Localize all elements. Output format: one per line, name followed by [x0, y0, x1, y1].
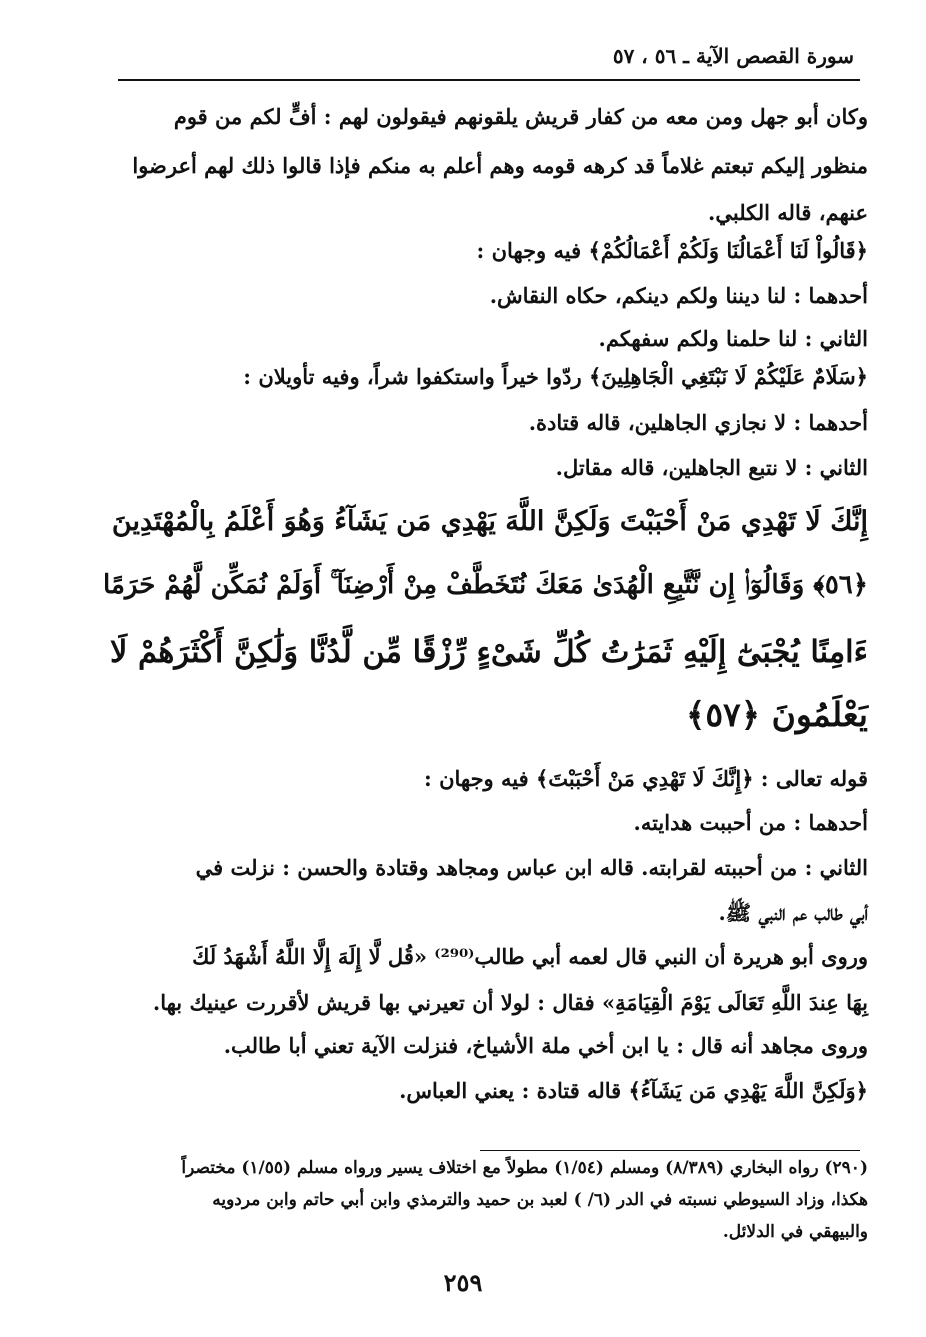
text-line: الثاني : لنا حلمنا ولكم سفهكم. [598, 326, 868, 351]
text-line: وكان أبو جهل ومن معه من كفار قريش يلقونهم فيقولون لهم : أفٍّ لكم من قوم [173, 104, 868, 129]
text-line: وروى مجاهد أنه قال : يا ابن أخي ملة الأشياخ، فنزلت الآية تعني أبا طالب. [223, 1033, 868, 1058]
text-line: أحدهما : من أحببت هدايته. [633, 810, 868, 835]
verse-line: يَعْلَمُونَ ﴿٥٧﴾ [685, 695, 868, 734]
footnote-line: (٢٩٠) رواه البخاري (٨/٣٨٩) ومسلم (١/٥٤) مطولاً مع اختلاف يسير ورواه مسلم (١/٥٥) مختصراً [181, 1158, 868, 1178]
text-line: بِهَا عِندَ اللَّهِ تَعَالَى يَوْمَ الْقِيَامَةِ» فقال : لولا أن تعيرني بها قريش لأقررت عينيك بها. [152, 990, 868, 1015]
footnote-rule [480, 1150, 860, 1151]
quran-quote-line: ﴿قَالُواْ لَنَا أَعْمَالُنَا وَلَكُمْ أَعْمَالُكُمْ﴾ فيه وجهان : [476, 238, 868, 263]
text-line: وروى أبو هريرة أن النبي قال لعمه أبي طالب⁽²⁹⁰⁾ «قُل لَّا إِلَهَ إِلَّا اللَّهُ أَشْهَدُ لَكَ [192, 944, 868, 969]
text-line: الثاني : من أحببته لقرابته. قاله ابن عباس ومجاهد وقتادة والحسن : نزلت في [195, 855, 868, 880]
page-number: ٢٥٩ [443, 1268, 483, 1297]
running-head: سورة القصص الآية ـ ٥٦ ، ٥٧ [612, 44, 854, 68]
verse-line: إِنَّكَ لَا تَهْدِي مَنْ أَحْبَبْتَ وَلَكِنَّ اللَّهَ يَهْدِي مَن يَشَآءُ وَهُوَ أَعْلَمُ بِالْمُهْتَدِينَ [111, 506, 868, 537]
text-line: أحدهما : لا نجازي الجاهلين، قاله قتادة. [528, 410, 868, 435]
footnote-line: هكذا، وزاد السيوطي نسبته في الدر (٦/ ) لعبد بن حميد والترمذي وابن أبي حاتم وابن مردويه [212, 1190, 868, 1210]
quran-quote-line: ﴿سَلَامٌ عَلَيْكُمْ لَا نَبْتَغِي الْجَاهِلِينَ﴾ ردّوا خيراً واستكفوا شراً، وفيه تأويلان : [243, 364, 868, 389]
quran-quote-line: ﴿وَلَكِنَّ اللَّهَ يَهْدِي مَن يَشَآءُ﴾ قاله قتادة : يعني العباس. [399, 1078, 868, 1103]
verse-line: ﴿٥٦﴾ وَقَالُوٓا۟ إِن نَّتَّبِعِ الْهُدَىٰ مَعَكَ نُتَخَطَّفْ مِنْ أَرْضِنَآ ۚ أَوَلَمْ نُمَكِّن لَّهُمْ حَرَمًا [103, 570, 868, 600]
header-rule [118, 79, 860, 81]
text-line: منظور إليكم تبعتم غلاماً قد كرهه قومه وهم أعلم به منكم فإذا قالوا ذلك لهم أعرضوا [132, 153, 868, 178]
text-line: أحدهما : لنا ديننا ولكم دينكم، حكاه النقاش. [489, 283, 868, 308]
text-line: عنهم، قاله الكلبي. [708, 200, 868, 225]
text-line: قوله تعالى : ﴿إِنَّكَ لَا تَهْدِي مَنْ أَحْبَبْتَ﴾ فيه وجهان : [424, 766, 868, 791]
footnote-line: والبيهقي في الدلائل. [722, 1222, 868, 1242]
verse-line: ءَامِنًا يُجْبَىٰٓ إِلَيْهِ ثَمَرَٰتُ كُلِّ شَىْءٍ رِّزْقًا مِّن لَّدُنَّا وَلَٰكِنَّ أَكْثَرَهُمْ لَا [109, 634, 868, 670]
text-line: أبي طالب عم النبي ﷺ. [718, 900, 868, 925]
text-line: الثاني : لا نتبع الجاهلين، قاله مقاتل. [555, 455, 868, 480]
